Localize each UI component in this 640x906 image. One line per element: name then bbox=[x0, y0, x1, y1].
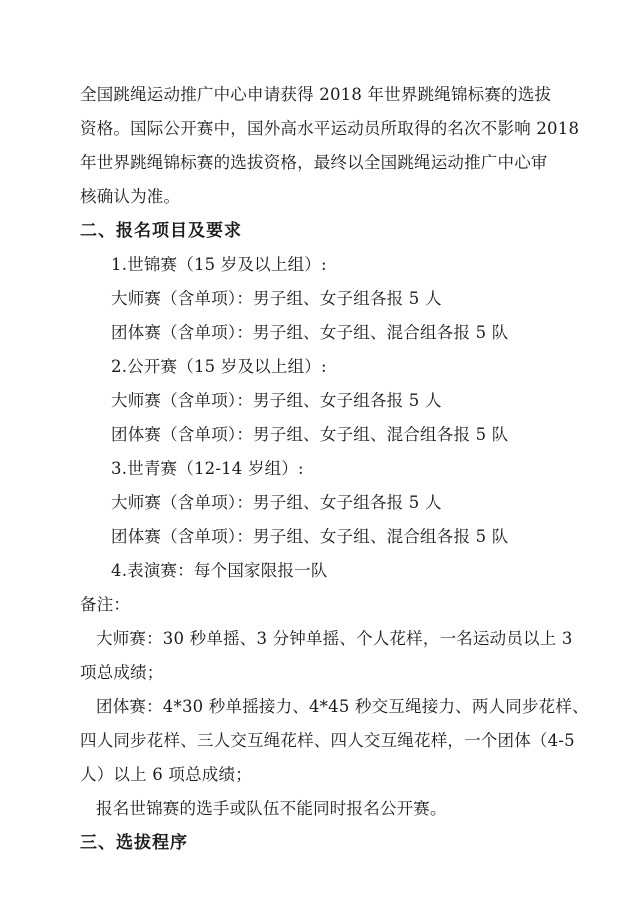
item-youth-master: 大师赛（含单项）：男子组、女子组各报 5 人 bbox=[111, 493, 442, 512]
notes-master-line-2: 项总成绩； bbox=[80, 663, 164, 682]
intro-line-1: 全国跳绳运动推广中心申请获得 2018 年世界跳绳锦标赛的选拔 bbox=[80, 85, 552, 104]
notes-team-line-3: 人）以上 6 项总成绩； bbox=[80, 765, 252, 784]
item-open-team: 团体赛（含单项）：男子组、女子组、混合组各报 5 队 bbox=[111, 425, 509, 444]
item-world-championship: 1.世锦赛（15 岁及以上组）: bbox=[111, 255, 327, 274]
notes-label: 备注： bbox=[80, 595, 131, 614]
item-wc-team: 团体赛（含单项）：男子组、女子组、混合组各报 5 队 bbox=[111, 323, 509, 342]
section-heading-selection: 三、选拔程序 bbox=[80, 833, 188, 853]
notes-master-line-1: 大师赛：30 秒单摇、3 分钟单摇、个人花样，一名运动员以上 3 bbox=[96, 629, 573, 648]
item-exhibition: 4.表演赛：每个国家限报一队 bbox=[111, 561, 328, 580]
item-youth-team: 团体赛（含单项）：男子组、女子组、混合组各报 5 队 bbox=[111, 527, 509, 546]
notes-team-line-2: 四人同步花样、三人交互绳花样、四人交互绳花样，一个团体（4-5 bbox=[80, 731, 575, 750]
item-wc-master: 大师赛（含单项）：男子组、女子组各报 5 人 bbox=[111, 289, 442, 308]
notes-restriction: 报名世锦赛的选手或队伍不能同时报名公开赛。 bbox=[96, 799, 447, 818]
item-youth: 3.世青赛（12-14 岁组）: bbox=[111, 459, 304, 478]
item-open: 2.公开赛（15 岁及以上组）: bbox=[111, 357, 327, 376]
intro-line-4: 核确认为准。 bbox=[80, 187, 181, 206]
notes-team-line-1: 团体赛：4*30 秒单摇接力、4*45 秒交互绳接力、两人同步花样、 bbox=[96, 697, 589, 716]
item-open-master: 大师赛（含单项）：男子组、女子组各报 5 人 bbox=[111, 391, 442, 410]
intro-line-3: 年世界跳绳锦标赛的选拔资格，最终以全国跳绳运动推广中心审 bbox=[80, 153, 548, 172]
section-heading-registration: 二、报名项目及要求 bbox=[80, 221, 242, 241]
intro-line-2: 资格。国际公开赛中，国外高水平运动员所取得的名次不影响 2018 bbox=[80, 119, 580, 138]
